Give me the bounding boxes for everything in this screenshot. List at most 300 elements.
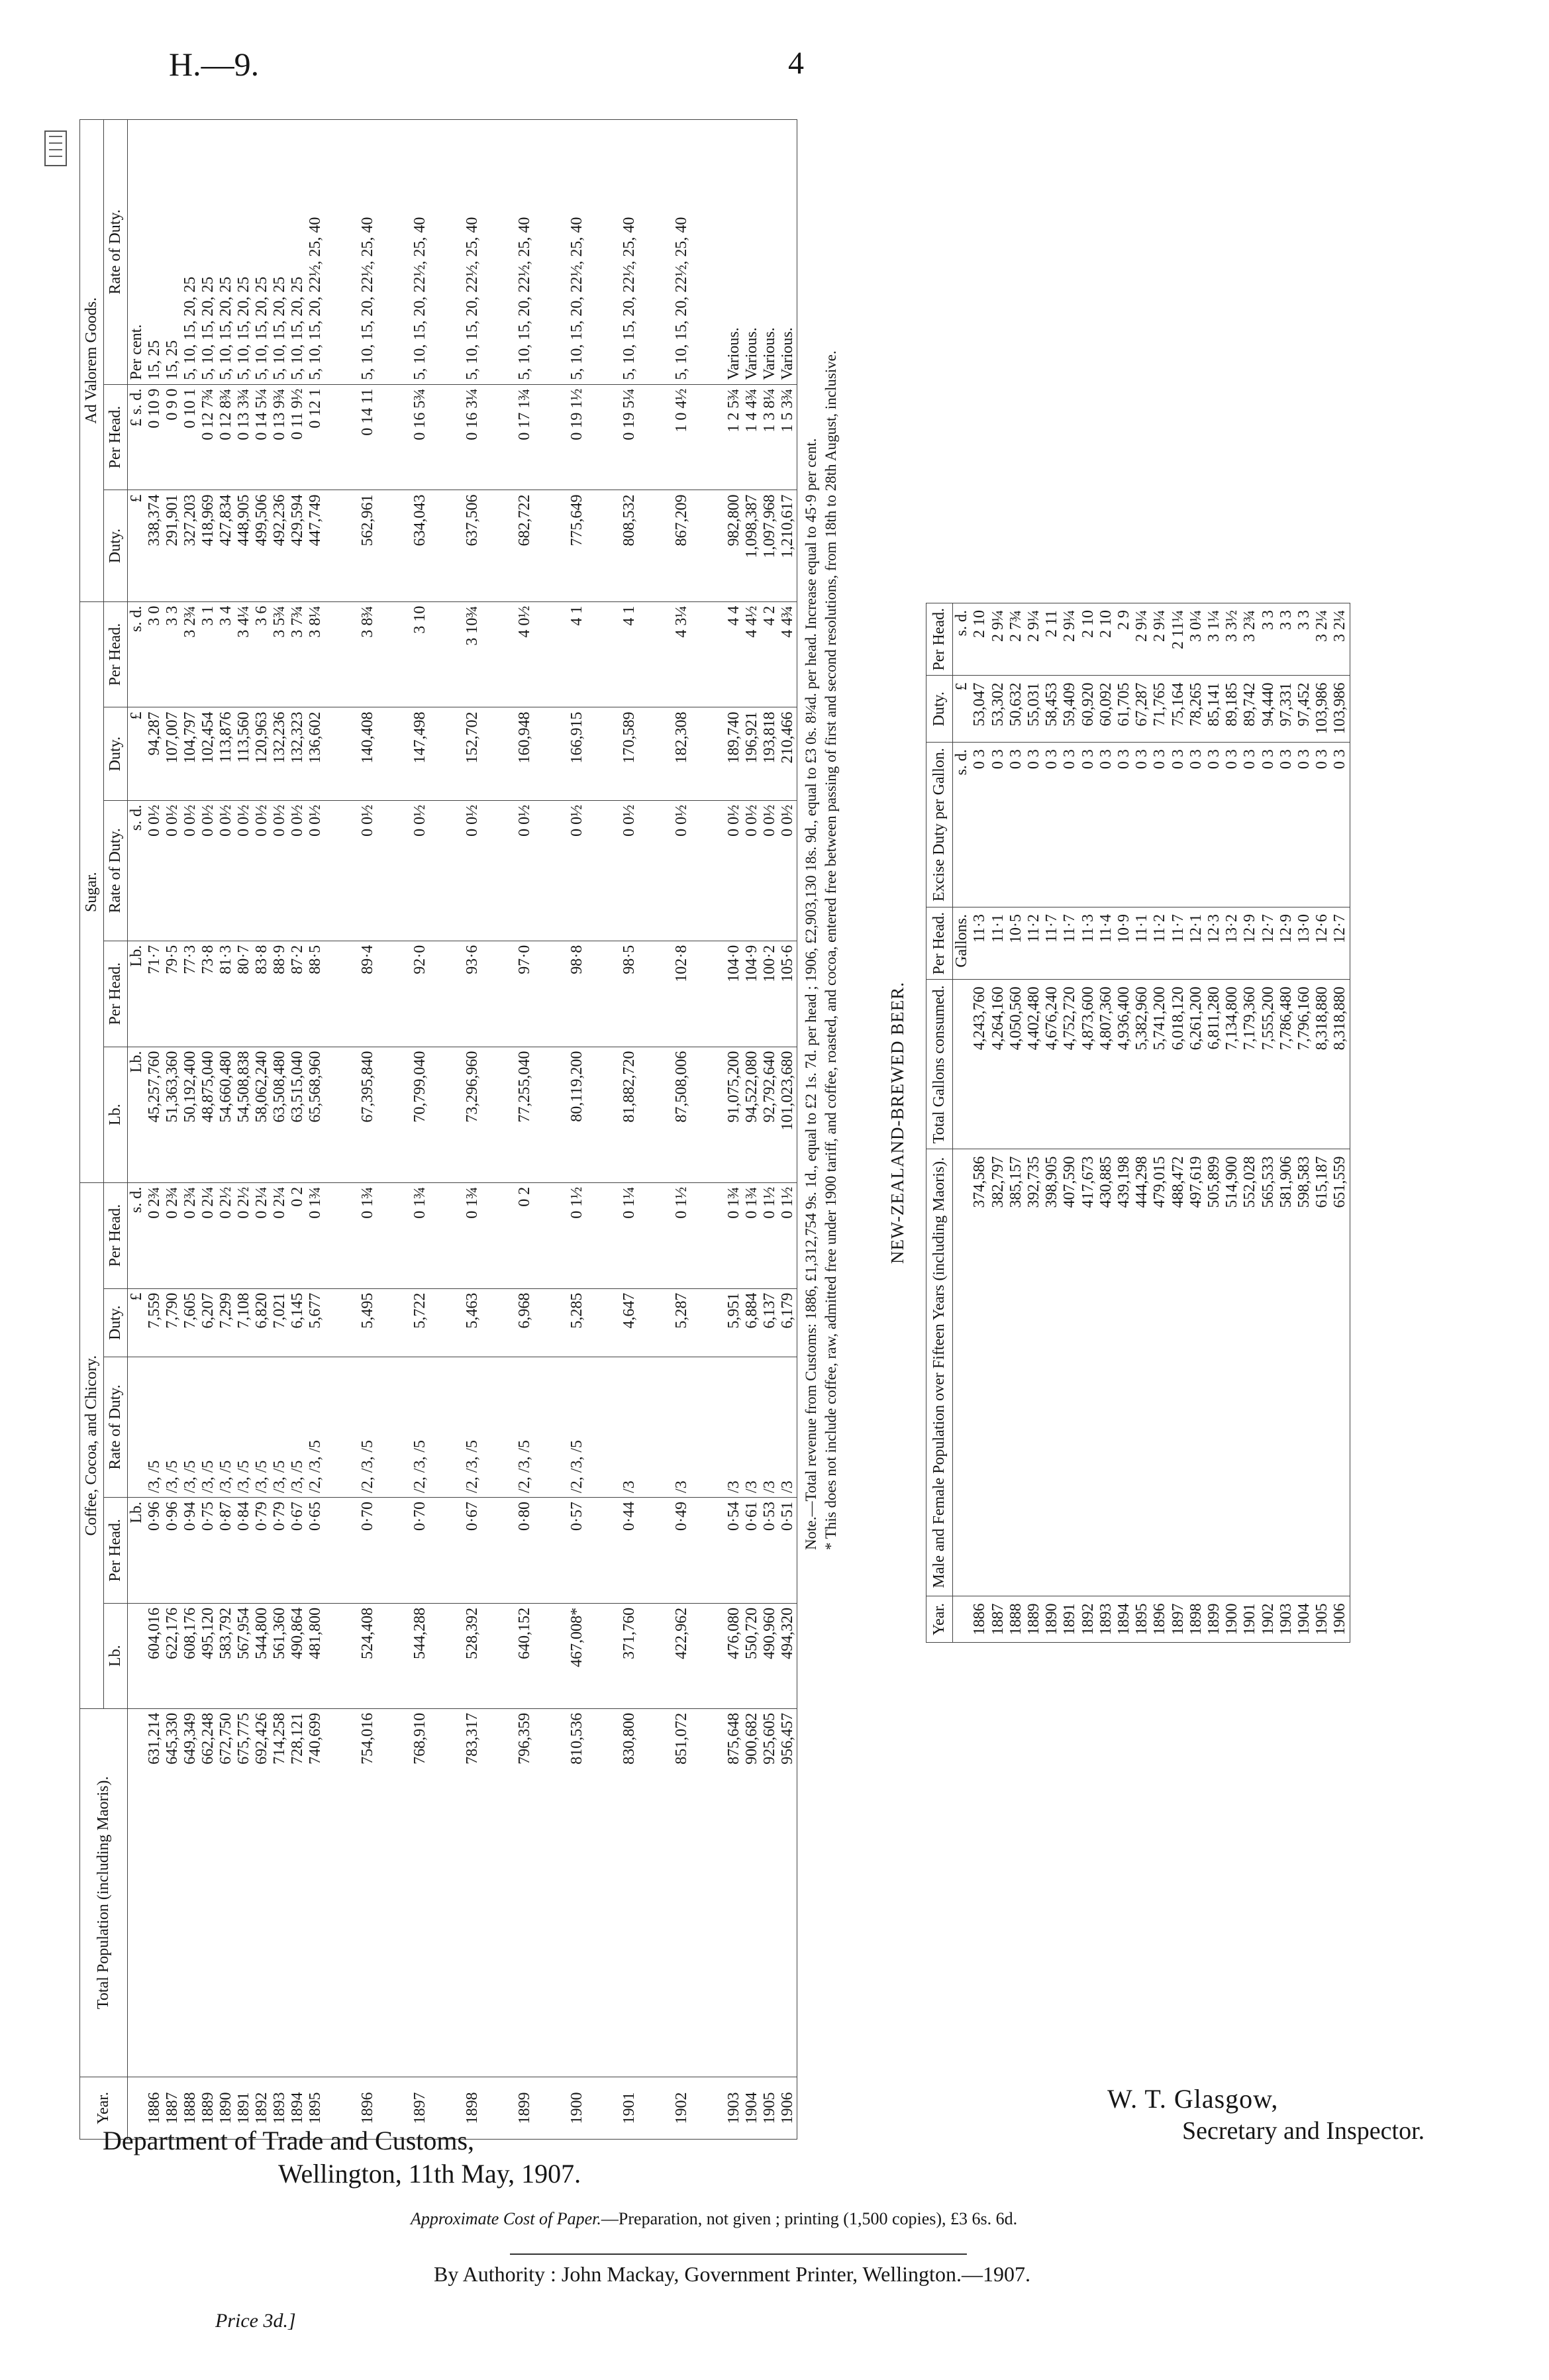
table-row <box>779 120 797 2140</box>
cell-adv-rate: 5, 10, 15, 20, 22½, 25, 40 <box>411 120 429 385</box>
beer-cell-duty: 89,742 <box>1241 676 1259 743</box>
cell-sugar-duty-per-head: 3 5¾ <box>271 601 289 707</box>
cell-adv-duty: 775,649 <box>568 490 586 601</box>
spacer-cell <box>534 1708 568 2077</box>
cell-coffee-per-head: 0·79 <box>253 1497 271 1603</box>
spacer-cell <box>481 490 516 601</box>
cell-coffee-rate: /3, /5 <box>271 1357 289 1497</box>
cell-adv-duty: 327,203 <box>181 490 199 601</box>
beer-cell-population: 385,157 <box>1007 1149 1025 1596</box>
beer-unit-duty-per-head: s. d. <box>953 603 972 676</box>
cell-coffee-rate: /3 <box>725 1357 743 1497</box>
spacer-cell <box>586 1603 621 1708</box>
beer-cell-gallons-per-head: 11·1 <box>1133 907 1151 980</box>
table-row <box>464 120 481 2140</box>
cell-sugar-duty-per-head: 3 0 <box>146 601 164 707</box>
spacer-cell <box>429 1603 464 1708</box>
spacer-cell <box>534 1497 568 1603</box>
cell-coffee-duty-per-head: 0 1½ <box>568 1182 586 1288</box>
beer-cell-year: 1889 <box>1025 1596 1043 1642</box>
beer-cell-duty: 53,302 <box>989 676 1007 743</box>
beer-cell-population: 479,015 <box>1151 1149 1169 1596</box>
cell-sugar-rate: 0 0½ <box>146 800 164 941</box>
row-spacer <box>534 120 568 2140</box>
cell-adv-rate: 15, 25 <box>146 120 164 385</box>
beer-cell-year: 1903 <box>1277 1596 1295 1642</box>
beer-cell-duty: 89,185 <box>1223 676 1241 743</box>
cell-year: 1888 <box>181 2077 199 2139</box>
spacer-cell <box>481 2077 516 2139</box>
cell-sugar-lb: 92,792,640 <box>761 1047 779 1182</box>
cell-sugar-duty: 160,948 <box>516 707 534 800</box>
beer-cell-gallons-per-head: 11·7 <box>1061 907 1079 980</box>
unit-sugar-duty-per-head: £ <box>128 490 146 601</box>
beer-table-body <box>953 603 1350 1643</box>
beer-cell-duty: 60,092 <box>1097 676 1115 743</box>
beer-cell-duty: 103,986 <box>1331 676 1350 743</box>
beer-cell-year: 1892 <box>1079 1596 1097 1642</box>
spacer-cell <box>377 1603 411 1708</box>
cell-sugar-rate: 0 0½ <box>217 800 235 941</box>
cell-coffee-duty: 7,299 <box>217 1288 235 1357</box>
cell-year: 1895 <box>307 2077 325 2139</box>
cell-sugar-duty-per-head: 3 8¾ <box>359 601 377 707</box>
cell-coffee-lb: 371,760 <box>621 1603 638 1708</box>
cell-adv-per-head: 1 0 4½ <box>673 384 691 490</box>
beer-cell-excise-duty: 0 3 <box>1079 743 1097 907</box>
cell-coffee-duty-per-head: 0 1½ <box>673 1182 691 1288</box>
beer-cell-duty-per-head: 3 2¼ <box>1313 603 1331 676</box>
cell-total-population: 796,359 <box>516 1708 534 2077</box>
beer-col-population: Male and Female Population over Fifteen Years (including Maoris). <box>926 1149 953 1596</box>
beer-cell-year: 1893 <box>1097 1596 1115 1642</box>
cell-sugar-lb: 77,255,040 <box>516 1047 534 1182</box>
cell-sugar-lb: 50,192,400 <box>181 1047 199 1182</box>
beer-cell-total-gallons: 5,382,960 <box>1133 980 1151 1149</box>
beer-cell-duty: 78,265 <box>1187 676 1205 743</box>
spacer-cell <box>481 1603 516 1708</box>
library-stamp-icon <box>42 130 69 167</box>
table-row <box>289 120 307 2140</box>
cell-adv-rate: 5, 10, 15, 20, 22½, 25, 40 <box>568 120 586 385</box>
beer-cell-duty-per-head: 2 9¼ <box>1133 603 1151 676</box>
cell-coffee-duty-per-head: 0 2 <box>289 1182 307 1288</box>
cell-adv-rate: Various. <box>743 120 761 385</box>
beer-cell-duty: 97,331 <box>1277 676 1295 743</box>
cell-coffee-duty: 5,287 <box>673 1288 691 1357</box>
cell-coffee-rate: /2, /3, /5 <box>411 1357 429 1497</box>
cell-sugar-duty-per-head: 4 4 <box>725 601 743 707</box>
cell-coffee-rate: /3, /5 <box>146 1357 164 1497</box>
col-adv-rate: Rate of Duty. <box>104 120 128 385</box>
beer-cell-duty-per-head: 2 9¼ <box>1061 603 1079 676</box>
cell-sugar-duty-per-head: 4 2 <box>761 601 779 707</box>
cell-coffee-per-head: 0·96 <box>164 1497 181 1603</box>
cell-coffee-per-head: 0·94 <box>181 1497 199 1603</box>
beer-cell-population: 398,905 <box>1043 1149 1061 1596</box>
beer-unit-duty: £ <box>953 676 972 743</box>
beer-table-row <box>1133 603 1151 1643</box>
beer-table-row <box>1061 603 1079 1643</box>
table-row <box>253 120 271 2140</box>
beer-header-row <box>926 603 953 1643</box>
spacer-cell <box>429 800 464 941</box>
beer-cell-gallons-per-head: 11·1 <box>989 907 1007 980</box>
beer-cell-gallons-per-head: 12·1 <box>1187 907 1205 980</box>
spacer-cell <box>586 1497 621 1603</box>
beer-cell-population: 581,906 <box>1277 1149 1295 1596</box>
cell-coffee-duty: 6,884 <box>743 1288 761 1357</box>
spacer-cell <box>691 1288 725 1357</box>
spacer-cell <box>481 800 516 941</box>
cell-total-population: 830,800 <box>621 1708 638 2077</box>
cell-year: 1906 <box>779 2077 797 2139</box>
cell-coffee-lb: 640,152 <box>516 1603 534 1708</box>
spacer-cell <box>638 1182 673 1288</box>
beer-cell-population: 598,583 <box>1295 1149 1313 1596</box>
unit-adv-per-head: Per cent. <box>128 120 146 385</box>
cell-sugar-per-head: 98·5 <box>621 941 638 1047</box>
group-coffee: Coffee, Cocoa, and Chicory. <box>80 1182 104 1708</box>
beer-cell-excise-duty: 0 3 <box>1205 743 1223 907</box>
beer-cell-total-gallons: 4,050,560 <box>1007 980 1025 1149</box>
spacer-cell <box>534 601 568 707</box>
beer-cell-duty-per-head: 2 9¼ <box>1151 603 1169 676</box>
beer-cell-total-gallons: 8,318,880 <box>1331 980 1350 1149</box>
spacer-cell <box>691 490 725 601</box>
cell-sugar-per-head: 79·5 <box>164 941 181 1047</box>
beer-cell-population: 488,472 <box>1170 1149 1187 1596</box>
cell-adv-per-head: 1 2 5¾ <box>725 384 743 490</box>
spacer-cell <box>586 800 621 941</box>
cell-adv-rate: 15, 25 <box>164 120 181 385</box>
beer-cell-year: 1891 <box>1061 1596 1079 1642</box>
cell-sugar-duty: 170,589 <box>621 707 638 800</box>
cell-sugar-duty-per-head: 3 10¾ <box>464 601 481 707</box>
table-row <box>199 120 217 2140</box>
beer-cell-gallons-per-head: 10·9 <box>1115 907 1133 980</box>
beer-table-row <box>1097 603 1115 1643</box>
spacer-cell <box>377 1357 411 1497</box>
cell-coffee-lb: 528,392 <box>464 1603 481 1708</box>
cell-sugar-rate: 0 0½ <box>307 800 325 941</box>
spacer-cell <box>586 1357 621 1497</box>
cell-coffee-duty-per-head: 0 2 <box>516 1182 534 1288</box>
table-row <box>164 120 181 2140</box>
cell-sugar-rate: 0 0½ <box>411 800 429 941</box>
beer-cell-gallons-per-head: 11·4 <box>1097 907 1115 980</box>
cell-coffee-lb: 544,288 <box>411 1603 429 1708</box>
cell-coffee-duty-per-head: 0 2¼ <box>253 1182 271 1288</box>
beer-table-row <box>1260 603 1277 1643</box>
beer-cell-gallons-per-head: 11·2 <box>1025 907 1043 980</box>
cell-adv-per-head: 0 12 7¾ <box>199 384 217 490</box>
cell-coffee-duty-per-head: 0 1¾ <box>359 1182 377 1288</box>
cell-adv-per-head: 0 11 9½ <box>289 384 307 490</box>
cell-total-population: 672,750 <box>217 1708 235 2077</box>
beer-cell-duty: 60,920 <box>1079 676 1097 743</box>
cell-total-population: 692,426 <box>253 1708 271 2077</box>
beer-table-row <box>1079 603 1097 1643</box>
cell-coffee-duty-per-head: 0 2¼ <box>271 1182 289 1288</box>
beer-cell-duty-per-head: 2 10 <box>971 603 989 676</box>
beer-cell-excise-duty: 0 3 <box>1025 743 1043 907</box>
cell-year: 1899 <box>516 2077 534 2139</box>
spacer-cell <box>429 1497 464 1603</box>
table-row <box>359 120 377 2140</box>
cell-coffee-lb: 495,120 <box>199 1603 217 1708</box>
cell-sugar-per-head: 83·8 <box>253 941 271 1047</box>
cell-sugar-duty: 120,963 <box>253 707 271 800</box>
cell-adv-per-head: 0 16 3¼ <box>464 384 481 490</box>
beer-cell-excise-duty: 0 3 <box>1170 743 1187 907</box>
cell-coffee-per-head: 0·61 <box>743 1497 761 1603</box>
beer-col-duty: Duty. <box>926 676 953 743</box>
cell-adv-rate: 5, 10, 15, 20, 25 <box>289 120 307 385</box>
cell-coffee-lb: 544,800 <box>253 1603 271 1708</box>
beer-cell-duty-per-head: 3 1¼ <box>1205 603 1223 676</box>
spacer-cell <box>377 707 411 800</box>
cell-year: 1897 <box>411 2077 429 2139</box>
divider-rule <box>510 2253 967 2255</box>
cell-coffee-duty-per-head: 0 2¾ <box>146 1182 164 1288</box>
spacer-cell <box>534 1357 568 1497</box>
cell-coffee-duty-per-head: 0 2¼ <box>199 1182 217 1288</box>
cell-coffee-rate: /3, /5 <box>199 1357 217 1497</box>
cell-adv-per-head: 1 5 3¾ <box>779 384 797 490</box>
cell-coffee-per-head: 0·84 <box>235 1497 253 1603</box>
beer-cell-total-gallons: 6,811,280 <box>1205 980 1223 1149</box>
cell-adv-rate: 5, 10, 15, 20, 22½, 25, 40 <box>307 120 325 385</box>
beer-unit-gallons-per-head: Gallons. <box>953 907 972 980</box>
beer-cell-gallons-per-head: 12·6 <box>1313 907 1331 980</box>
beer-cell-excise-duty: 0 3 <box>971 743 989 907</box>
cell-coffee-rate: /3, /5 <box>181 1357 199 1497</box>
spacer-cell <box>325 941 359 1047</box>
spacer-cell <box>691 384 725 490</box>
beer-cell-total-gallons: 4,402,480 <box>1025 980 1043 1149</box>
spacer-cell <box>481 1288 516 1357</box>
cell-sugar-duty-per-head: 3 3 <box>164 601 181 707</box>
unit-coffee-duty-per-head: Lb. <box>128 1047 146 1182</box>
beer-cell-excise-duty: 0 3 <box>1313 743 1331 907</box>
spacer-cell <box>586 384 621 490</box>
col-sugar-duty-per-head: Per Head. <box>104 601 128 707</box>
spacer-cell <box>638 1497 673 1603</box>
spacer-cell <box>325 707 359 800</box>
spacer-cell <box>481 1497 516 1603</box>
beer-cell-duty-per-head: 3 2¾ <box>1241 603 1259 676</box>
beer-cell-total-gallons: 5,741,200 <box>1151 980 1169 1149</box>
beer-cell-year: 1902 <box>1260 1596 1277 1642</box>
cell-year: 1889 <box>199 2077 217 2139</box>
beer-cell-excise-duty: 0 3 <box>989 743 1007 907</box>
cell-sugar-rate: 0 0½ <box>725 800 743 941</box>
cell-adv-per-head: 0 17 1¾ <box>516 384 534 490</box>
cell-sugar-lb: 63,508,480 <box>271 1047 289 1182</box>
cell-year: 1890 <box>217 2077 235 2139</box>
beer-cell-year: 1888 <box>1007 1596 1025 1642</box>
row-spacer <box>691 120 725 2140</box>
beer-table-row <box>989 603 1007 1643</box>
spacer-cell <box>325 1357 359 1497</box>
spacer-cell <box>429 601 464 707</box>
cell-sugar-duty-per-head: 3 2¾ <box>181 601 199 707</box>
table-row <box>673 120 691 2140</box>
page-number: 4 <box>788 46 804 81</box>
unit-coffee-per-head <box>128 1357 146 1497</box>
spacer-cell <box>481 601 516 707</box>
beer-cell-duty-per-head: 2 11¼ <box>1170 603 1187 676</box>
cell-adv-per-head: 0 16 5¾ <box>411 384 429 490</box>
cell-adv-duty: 1,098,387 <box>743 490 761 601</box>
spacer-cell <box>586 1047 621 1182</box>
cell-year: 1896 <box>359 2077 377 2139</box>
cell-adv-duty: 682,722 <box>516 490 534 601</box>
beer-cell-duty-per-head: 2 7¾ <box>1007 603 1025 676</box>
beer-cell-population: 430,885 <box>1097 1149 1115 1596</box>
main-table-rotated <box>79 119 808 2140</box>
cell-coffee-per-head: 0·80 <box>516 1497 534 1603</box>
spacer-cell <box>325 384 359 490</box>
cell-coffee-duty: 5,677 <box>307 1288 325 1357</box>
cell-sugar-duty: 210,466 <box>779 707 797 800</box>
row-spacer <box>481 120 516 2140</box>
cell-sugar-duty-per-head: 3 6 <box>253 601 271 707</box>
spacer-cell <box>691 601 725 707</box>
spacer-cell <box>638 800 673 941</box>
beer-cell-excise-duty: 0 3 <box>1187 743 1205 907</box>
printer-authority: By Authority : John Mackay, Government Printer, Wellington.—1907. <box>434 2262 1030 2286</box>
cell-coffee-per-head: 0·65 <box>307 1497 325 1603</box>
cell-coffee-duty-per-head: 0 2¾ <box>164 1182 181 1288</box>
beer-table-row <box>1223 603 1241 1643</box>
spacer-cell <box>534 1182 568 1288</box>
cell-adv-per-head: 1 3 8¼ <box>761 384 779 490</box>
cell-year: 1891 <box>235 2077 253 2139</box>
cell-coffee-rate: /3 <box>779 1357 797 1497</box>
beer-cell-year: 1896 <box>1151 1596 1169 1642</box>
spacer-cell <box>377 120 411 385</box>
cell-coffee-lb: 490,864 <box>289 1603 307 1708</box>
cell-sugar-rate: 0 0½ <box>199 800 217 941</box>
beer-cell-total-gallons: 4,243,760 <box>971 980 989 1149</box>
cell-sugar-duty: 140,408 <box>359 707 377 800</box>
spacer-cell <box>325 490 359 601</box>
cell-sugar-per-head: 73·8 <box>199 941 217 1047</box>
cell-sugar-duty-per-head: 3 8¼ <box>307 601 325 707</box>
spacer-cell <box>534 1603 568 1708</box>
cell-coffee-duty: 7,559 <box>146 1288 164 1357</box>
beer-cell-year: 1898 <box>1187 1596 1205 1642</box>
beer-cell-total-gallons: 4,936,400 <box>1115 980 1133 1149</box>
group-ad-valorem: Ad Valorem Goods. <box>80 120 104 602</box>
cell-coffee-rate: /3 <box>673 1357 691 1497</box>
cell-sugar-duty-per-head: 3 1 <box>199 601 217 707</box>
beer-cell-duty-per-head: 2 9 <box>1115 603 1133 676</box>
spacer-cell <box>377 384 411 490</box>
cell-adv-rate: Various. <box>725 120 743 385</box>
cell-sugar-duty-per-head: 3 7¾ <box>289 601 307 707</box>
cost-text: —Preparation, not given ; printing (1,500 copies), £3 6s. 6d. <box>601 2209 1018 2228</box>
cell-sugar-duty-per-head: 4 1 <box>621 601 638 707</box>
cell-sugar-lb: 67,395,840 <box>359 1047 377 1182</box>
beer-cell-duty: 71,765 <box>1151 676 1169 743</box>
beer-unit-total-gallons <box>953 980 972 1149</box>
col-coffee-per-head: Per Head. <box>104 1497 128 1603</box>
unit-coffee-duty: s. d. <box>128 1182 146 1288</box>
cell-sugar-per-head: 105·6 <box>779 941 797 1047</box>
beer-cell-duty: 61,705 <box>1115 676 1133 743</box>
cell-adv-rate: 5, 10, 15, 20, 22½, 25, 40 <box>621 120 638 385</box>
beer-cell-gallons-per-head: 11·3 <box>971 907 989 980</box>
cell-sugar-rate: 0 0½ <box>621 800 638 941</box>
beer-cell-population: 615,187 <box>1313 1149 1331 1596</box>
beer-cell-total-gallons: 4,676,240 <box>1043 980 1061 1149</box>
cell-coffee-per-head: 0·67 <box>464 1497 481 1603</box>
cell-coffee-duty-per-head: 0 2¾ <box>181 1182 199 1288</box>
spacer-cell <box>481 1047 516 1182</box>
spacer-cell <box>638 941 673 1047</box>
cell-sugar-rate: 0 0½ <box>271 800 289 941</box>
beer-cell-gallons-per-head: 11·3 <box>1079 907 1097 980</box>
beer-unit-population <box>953 1149 972 1596</box>
cell-coffee-rate: /2, /3, /5 <box>568 1357 586 1497</box>
beer-cell-excise-duty: 0 3 <box>1043 743 1061 907</box>
beer-cell-excise-duty: 0 3 <box>1007 743 1025 907</box>
table-row <box>146 120 164 2140</box>
cell-coffee-duty-per-head: 0 1¾ <box>411 1182 429 1288</box>
unit-coffee-lb: Lb. <box>128 1497 146 1603</box>
cell-coffee-duty: 7,790 <box>164 1288 181 1357</box>
table-row <box>761 120 779 2140</box>
spacer-cell <box>638 601 673 707</box>
cell-sugar-duty: 166,915 <box>568 707 586 800</box>
spacer-cell <box>481 707 516 800</box>
cell-sugar-per-head: 87·2 <box>289 941 307 1047</box>
cell-adv-duty: 1,210,617 <box>779 490 797 601</box>
beer-cell-duty-per-head: 2 11 <box>1043 603 1061 676</box>
cell-year: 1905 <box>761 2077 779 2139</box>
cell-adv-duty: 634,043 <box>411 490 429 601</box>
table-row <box>411 120 429 2140</box>
note-revenue: Note.—Total revenue from Customs: 1886, £1,312,754 9s. 1d., equal to £2 1s. 7d. per head ; 1906, £2,903,130 18s. 9d., equal to £3 0s. 8¼d. per head. Increase equal to 45·9 per cent. <box>803 438 819 1550</box>
spacer-cell <box>638 2077 673 2139</box>
beer-cell-population: 505,899 <box>1205 1149 1223 1596</box>
cell-adv-rate: 5, 10, 15, 20, 25 <box>199 120 217 385</box>
cell-coffee-duty: 6,820 <box>253 1288 271 1357</box>
cell-adv-duty: 448,905 <box>235 490 253 601</box>
cell-sugar-rate: 0 0½ <box>743 800 761 941</box>
beer-cell-gallons-per-head: 11·7 <box>1043 907 1061 980</box>
cell-sugar-lb: 94,522,080 <box>743 1047 761 1182</box>
cell-year: 1892 <box>253 2077 271 2139</box>
cell-total-population: 645,330 <box>164 1708 181 2077</box>
cell-adv-per-head: 1 4 4¾ <box>743 384 761 490</box>
spacer-cell <box>691 707 725 800</box>
cell-sugar-rate: 0 0½ <box>673 800 691 941</box>
beer-cell-year: 1895 <box>1133 1596 1151 1642</box>
cell-coffee-duty-per-head: 0 2½ <box>235 1182 253 1288</box>
beer-cell-population: 439,198 <box>1115 1149 1133 1596</box>
spacer-cell <box>534 941 568 1047</box>
beer-cell-excise-duty: 0 3 <box>1223 743 1241 907</box>
beer-cell-total-gallons: 6,018,120 <box>1170 980 1187 1149</box>
spacer-cell <box>638 1603 673 1708</box>
group-sugar: Sugar. <box>80 601 104 1182</box>
cell-year: 1904 <box>743 2077 761 2139</box>
cell-adv-per-head: 0 9 0 <box>164 384 181 490</box>
